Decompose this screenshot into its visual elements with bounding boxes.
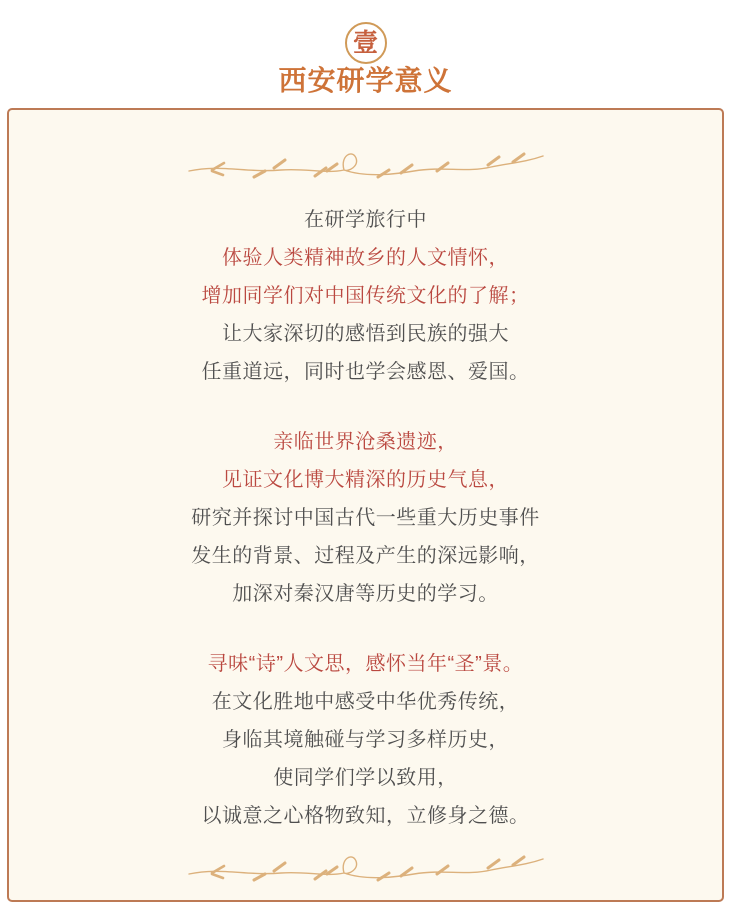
- paragraph: [9, 645, 722, 835]
- text-line: 亲临世界沧桑遗迹，: [273, 431, 458, 453]
- text-line: 加深对秦汉唐等历史的学习。: [232, 583, 499, 605]
- vine-ornament-icon: [186, 849, 546, 885]
- paragraph: [9, 201, 722, 391]
- text-line: 发生的背景、过程及产生的深远影响，: [191, 545, 540, 567]
- section-header: [0, 0, 731, 96]
- vine-divider-top: [9, 146, 722, 182]
- text-line: 增加同学们对中国传统文化的了解；: [201, 285, 530, 307]
- paragraph: [9, 423, 722, 613]
- body-text: [9, 201, 722, 835]
- text-line: 以诚意之心格物致知，立修身之德。: [201, 805, 530, 827]
- text-line: 寻味“诗”人文思，感怀当年“圣”景。: [207, 653, 524, 675]
- content-card: [7, 108, 724, 902]
- text-line: 让大家深切的感悟到民族的强大: [222, 323, 509, 345]
- text-line: 使同学们学以致用，: [273, 767, 458, 789]
- text-line: 见证文化博大精深的历史气息，: [222, 469, 509, 491]
- section-number: 壹: [352, 28, 378, 57]
- text-line: 在研学旅行中: [304, 209, 427, 231]
- vine-divider-bottom: [9, 849, 722, 885]
- text-line: 在文化胜地中感受中华优秀传统，: [211, 691, 520, 713]
- text-line: 任重道远，同时也学会感恩、爱国。: [201, 361, 530, 383]
- page-title: 西安研学意义: [278, 65, 453, 96]
- text-line: 身临其境触碰与学习多样历史，: [222, 729, 509, 751]
- text-line: 研究并探讨中国古代一些重大历史事件: [191, 507, 540, 529]
- vine-ornament-icon: [186, 146, 546, 182]
- text-line: 体验人类精神故乡的人文情怀，: [222, 247, 509, 269]
- section-number-badge: [345, 22, 387, 64]
